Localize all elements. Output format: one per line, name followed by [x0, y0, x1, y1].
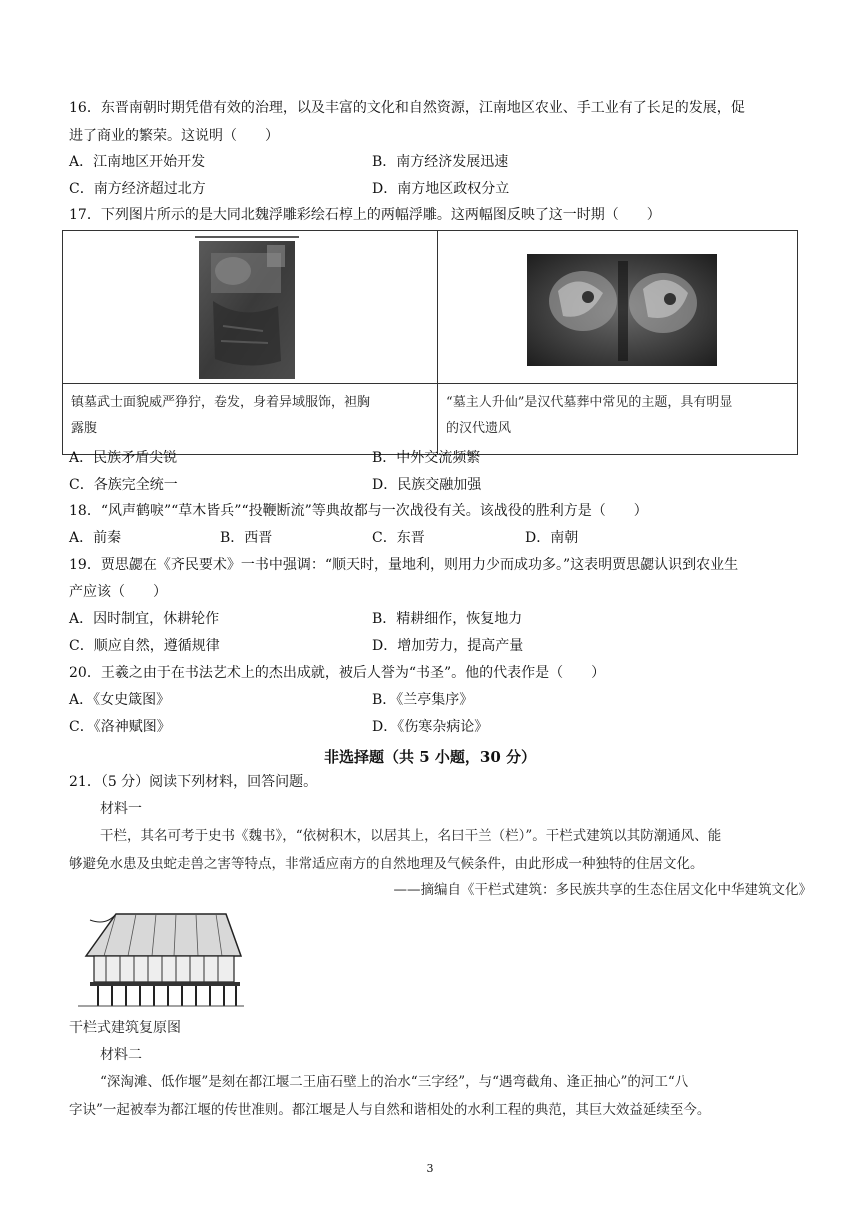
q19-option-d: D．增加劳力，提高产量 [372, 638, 524, 654]
q18-option-b: B．西晋 [220, 530, 273, 546]
q17-option-c: C．各族完全统一 [69, 477, 178, 493]
q18-option-d: D．南朝 [525, 530, 579, 546]
q17-option-b: B．中外交流频繁 [372, 450, 481, 466]
q21-stem: 21．（5 分）阅读下列材料，回答问题。 [69, 774, 318, 790]
q18-option-a: A．前秦 [69, 530, 122, 546]
q20-option-b: B．《兰亭集序》 [372, 692, 474, 708]
q18-option-c: C．东晋 [372, 530, 425, 546]
q17-left-caption-line2: 露腹 [71, 421, 98, 436]
q16-option-d: D．南方地区政权分立 [372, 181, 510, 197]
q17-left-caption-line1: 镇墓武士面貌威严狰狞，卷发，身着异域服饰，袒胸 [71, 395, 371, 410]
q16-option-a: A．江南地区开始开发 [69, 154, 206, 170]
q21-material1-line2: 够避免水患及虫蛇走兽之害等特点，非常适应南方的自然地理及气候条件，由此形成一种独特的住居文化。 [69, 856, 704, 872]
q17-image-table [62, 230, 798, 455]
q17-right-caption [438, 384, 798, 455]
q20-option-a: A．《女史箴图》 [69, 692, 171, 708]
q21-material1-source: ——摘编自《干栏式建筑：多民族共享的生态住居文化中华建筑文化》 [393, 882, 812, 898]
q17-right-caption-line2: 的汉代遗风 [446, 421, 512, 436]
ascension-relief-image [438, 231, 806, 383]
q19-stem-line1: 19．贾思勰在《齐民要术》一书中强调：“顺天时，量地利，则用力少而成功多。”这表明贾思勰认识到农业生 [69, 557, 739, 573]
q21-material2-line1: “深淘滩、低作堰”是刻在都江堰二王庙石壁上的治水“三字经”，与“遇弯截角、逢正抽心”的河工“八 [100, 1074, 689, 1090]
warrior-relief-image [63, 231, 431, 383]
section-heading: 非选择题（共 5 小题，30 分） [324, 748, 536, 766]
q18-stem: 18．“风声鹤唳”“草木皆兵”“投鞭断流”等典故都与一次战役有关。该战役的胜利方是（ ） [69, 503, 648, 519]
q17-option-a: A．民族矛盾尖锐 [69, 450, 178, 466]
q21-material2-label: 材料二 [100, 1047, 142, 1063]
q16-stem-line1: 16．东晋南朝时期凭借有效的治理，以及丰富的文化和自然资源，江南地区农业、手工业有了长足的发展，促 [69, 100, 745, 116]
page-number: 3 [426, 1162, 434, 1175]
q20-option-c: C．《洛神赋图》 [69, 719, 171, 735]
q17-left-image-cell [63, 231, 438, 384]
q21-material1-line1: 干栏，其名可考于史书《魏书》，“依树积木，以居其上，名曰干兰（栏）”。干栏式建筑以其防潮通风、能 [100, 828, 722, 844]
q20-option-d: D．《伤寒杂病论》 [372, 719, 489, 735]
q17-right-image-cell [438, 231, 798, 384]
q19-option-b: B．精耕细作，恢复地力 [372, 611, 523, 627]
q16-option-b: B．南方经济发展迅速 [372, 154, 509, 170]
ganlan-building-image [76, 906, 246, 1010]
q19-stem-line2: 产应该（ ） [69, 584, 167, 600]
q20-stem: 20．王羲之由于在书法艺术上的杰出成就，被后人誉为“书圣”。他的代表作是（ ） [69, 665, 606, 681]
q21-material2-line2: 字诀”一起被奉为都江堰的传世准则。都江堰是人与自然和谐相处的水利工程的典范，其巨大效益延续至今。 [69, 1102, 711, 1118]
q17-stem: 17．下列图片所示的是大同北魏浮雕彩绘石椁上的两幅浮雕。这两幅图反映了这一时期（ ） [69, 207, 661, 223]
q16-stem-line2: 进了商业的繁荣。这说明（ ） [69, 128, 279, 144]
q19-option-c: C．顺应自然，遵循规律 [69, 638, 220, 654]
q19-option-a: A．因时制宜，休耕轮作 [69, 611, 220, 627]
q17-option-d: D．民族交融加强 [372, 477, 482, 493]
q16-option-c: C．南方经济超过北方 [69, 181, 206, 197]
q21-image-caption: 干栏式建筑复原图 [69, 1020, 181, 1036]
q17-left-caption [63, 384, 438, 455]
q21-material1-label: 材料一 [100, 801, 142, 817]
q17-right-caption-line1: “墓主人升仙”是汉代墓葬中常见的主题，具有明显 [446, 395, 733, 410]
